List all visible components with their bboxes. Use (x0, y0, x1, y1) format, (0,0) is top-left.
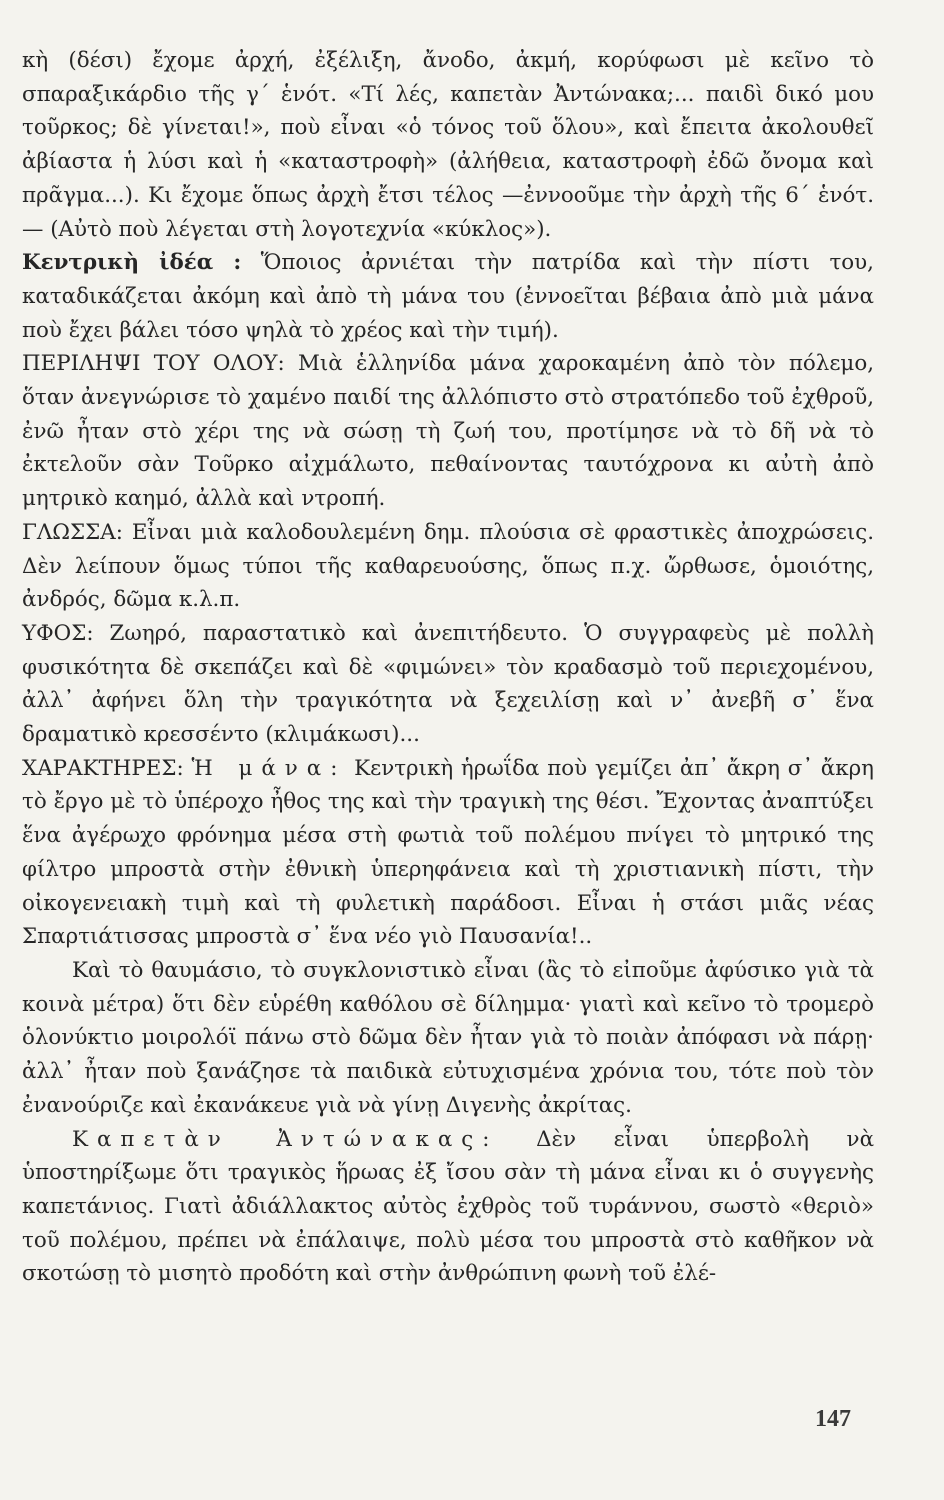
central-idea-heading: Κεντρικὴ ἰδέα : (22, 250, 242, 276)
central-idea-text: Ὅποιος ἀρνιέται τὴν πατρίδα καὶ τὴν πίστι του, καταδικάζεται ἀκόμη καὶ ἀπὸ τὴ μάνα του (ἐννοεῖται βέβαια ἀπὸ μιὰ μάνα ποὺ ἔχει βάλει τόσο ψηλὰ τὸ χρέος καὶ τὴν τιμή). (22, 250, 874, 343)
mother-heading: Ἡ μάνα: (191, 755, 347, 781)
page-body (22, 44, 874, 1291)
page-number: 147 (815, 1406, 851, 1432)
captain-heading: Καπετὰν Ἀντώνακας: (72, 1126, 499, 1152)
language-paragraph (22, 516, 874, 617)
characters-paragraph (22, 752, 874, 954)
captain-text: Δὲν εἶναι ὑπερβολὴ νὰ ὑποστηρίξωμε ὅτι τραγικὸς ἥρωας ἐξ ἴσου σὰν τὴ μάνα εἶναι κι ὁ συγγενὴς καπετάνιος. Γιατὶ ἀδιάλλακτος αὐτὸς ἐχθρὸς τοῦ τυράννου, σωστὸ «θεριὸ» τοῦ πολέμου, πρέπει νὰ ἐπάλαιψε, πολὺ μέσα του μπροστὰ στὸ καθῆκον νὰ σκοτώσῃ τὸ μισητὸ προδότη καὶ στὴν ἀνθρώπινη φωνὴ τοῦ ἐλέ- (22, 1126, 875, 1287)
style-heading: ΥΦΟΣ: (22, 620, 94, 646)
language-text: Εἶναι μιὰ καλοδουλεμένη δημ. πλούσια σὲ φραστικὲς ἀποχρώσεις. Δὲν λείπουν ὅμως τύποι τῆς καθαρευούσης, ὅπως π.χ. ὤρθωσε, ὁμοιότης, ἀνδρός, δῶμα κ.λ.π. (22, 519, 874, 613)
captain-paragraph (22, 1123, 874, 1292)
intro-paragraph: κὴ (δέσι) ἔχομε ἀρχή, ἐξέλιξη, ἄνοδο, ἀκμή, κορύφωσι μὲ κεῖνο τὸ σπαραξικάρδιο τῆς γ΄ ἑνότ. «Τί λές, καπετὰν Ἀντώνακα;... παιδὶ δικό μου τοῦρκος; δὲ γίνεται!», ποὺ εἶναι «ὁ τόνος τοῦ ὅλου», καὶ ἔπειτα ἀκολουθεῖ ἀβίαστα ἡ λύσι καὶ ἡ «καταστροφὴ» (ἀλήθεια, καταστροφὴ ἐδῶ ὄνομα καὶ πρᾶγμα...). Κι ἔχομε ὅπως ἀρχὴ ἔτσι τέλος —ἐννοοῦμε τὴν ἀρχὴ τῆς 6΄ ἑνότ.— (Αὐτὸ ποὺ λέγεται στὴ λογοτεχνία «κύκλος»). (22, 48, 874, 242)
style-paragraph (22, 617, 874, 752)
mother-paragraph-2: Καὶ τὸ θαυμάσιο, τὸ συγκλονιστικὸ εἶναι (ἂς τὸ εἰποῦμε ἀφύσικο γιὰ τὰ κοινὰ μέτρα) ὅτι δὲν εὑρέθη καθόλου σὲ δίλημμα· γιατὶ καὶ κεῖνο τὸ τρομερὸ ὁλονύκτιο μοιρολόϊ πάνω στὸ δῶμα δὲν ἦταν γιὰ τὸ ποιὰν ἀπόφασι νὰ πάρῃ· ἀλλ᾽ ἦταν ποὺ ξανάζησε τὰ παιδικὰ εὐτυχισμένα χρόνια του, τότε ποὺ τὸν ἐνανούριζε καὶ ἐκανάκευε γιὰ νὰ γίνῃ Διγενὴς ἀκρίτας. (22, 957, 874, 1118)
characters-heading: ΧΑΡΑΚΤΗΡΕΣ: (22, 755, 184, 781)
summary-heading: ΠΕΡΙΛΗΨΙ ΤΟΥ ΟΛΟΥ: (22, 351, 285, 377)
summary-text: Μιὰ ἑλληνίδα μάνα χαροκαμένη ἀπὸ τὸν πόλεμο, ὅταν ἀνεγνώρισε τὸ χαμένο παιδί της ἀλλόπιστο στὸ στρατόπεδο τοῦ ἐχθροῦ, ἐνῶ ἦταν στὸ χέρι της νὰ σώσῃ τὴ ζωή του, προτίμησε νὰ τὸ δῆ νὰ τὸ ἐκτελοῦν σὰν Τοῦρκο αἰχμάλωτο, πεθαίνοντας ταυτόχρονα κι αὐτὴ ἀπὸ μητρικὸ καημό, ἀλλὰ καὶ ντροπή. (22, 351, 874, 512)
style-text: Ζωηρό, παραστατικὸ καὶ ἀνεπιτήδευτο. Ὁ συγγραφεὺς μὲ πολλὴ φυσικότητα δὲ σκεπάζει καὶ δὲ «φιμώνει» τὸν κραδασμὸ τοῦ περιεχομένου, ἀλλ᾽ ἀφήνει ὅλη τὴν τραγικότητα νὰ ξεχειλίσῃ καὶ ν᾽ ἀνεβῆ σ᾽ ἕνα δραματικὸ κρεσσέντο (κλιμάκωσι)... (22, 620, 874, 748)
mother-text: Κεντρικὴ ἡρωΐδα ποὺ γεμίζει ἀπ᾽ ἄκρη σ᾽ ἄκρη τὸ ἔργο μὲ τὸ ὑπέροχο ἦθος της καὶ τὴν τραγικὴ της θέσι. Ἔχοντας ἀναπτύξει ἕνα ἀγέρωχο φρόνημα μέσα στὴ φωτιὰ τοῦ πολέμου πνίγει τὸ μητρικό της φίλτρο μπροστὰ στὴν ἐθνικὴ ὑπερηφάνεια καὶ τὴ χριστιανικὴ πίστι, τὴν οἰκογενειακὴ τιμὴ καὶ τὴ φυλετικὴ παράδοσι. Εἶναι ἡ στάσι μιᾶς νέας Σπαρτιάτισσας μπροστὰ σ᾽ ἕνα νέο γιὸ Παυσανία!.. (22, 755, 874, 950)
summary-paragraph (22, 347, 874, 516)
central-idea-paragraph (22, 246, 874, 347)
language-heading: ΓΛΩΣΣΑ: (22, 519, 123, 545)
